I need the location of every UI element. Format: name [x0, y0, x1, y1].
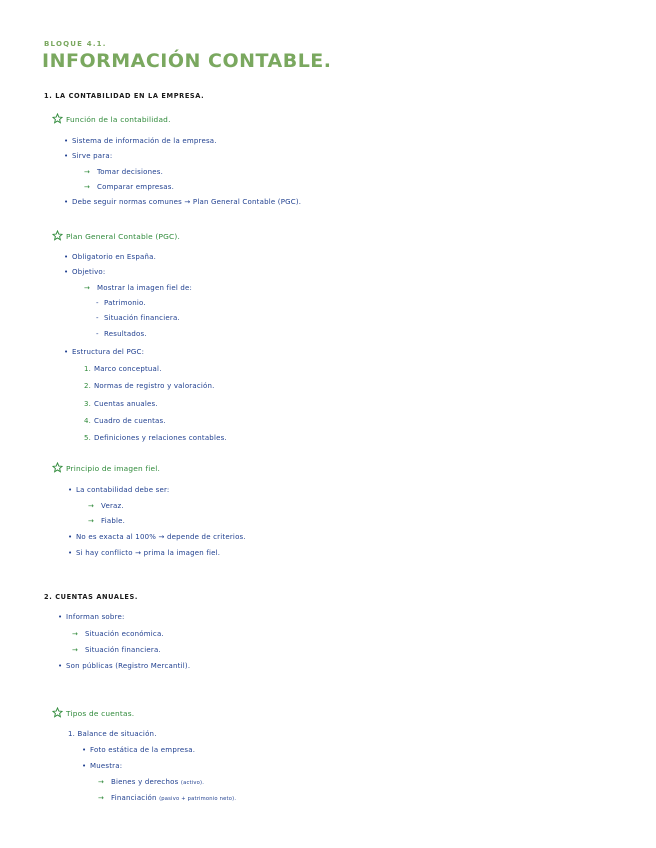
dash-item-text: Situación financiera. [104, 314, 180, 322]
list-item: • Objetivo: [64, 268, 106, 276]
list-item-text: No es exacta al 100% → depende de criterios. [76, 533, 246, 541]
arrow-item-text: Fiable. [101, 517, 126, 525]
arrow-icon: → [84, 168, 91, 176]
arrow-icon: → [72, 630, 79, 638]
item-number: 1. [84, 365, 92, 373]
subheading-pgc-text: Plan General Contable (PGC). [66, 232, 181, 241]
arrow-item-text: Veraz. [101, 502, 124, 510]
numbered-item-text: Normas de registro y valoración. [94, 382, 215, 390]
numbered-item [84, 434, 227, 442]
arrow-icon: → [84, 183, 91, 191]
numbered-item [84, 417, 166, 425]
list-item: • Obligatorio en España. [64, 253, 157, 261]
numbered-item [84, 382, 215, 390]
arrow-item [98, 794, 236, 802]
list-item: • Foto estática de la empresa. [82, 746, 196, 754]
arrow-item [72, 646, 161, 654]
arrow-item [84, 284, 192, 292]
section-heading-1: 1. LA CONTABILIDAD EN LA EMPRESA. [44, 92, 205, 100]
arrow-item-text: Financiación [111, 794, 157, 802]
item-number: 2. [84, 382, 92, 390]
subheading-tipos-text: Tipos de cuentas. [66, 709, 135, 718]
list-item-text: La contabilidad debe ser: [76, 486, 170, 494]
arrow-icon: → [88, 517, 95, 525]
arrow-icon: → [72, 646, 79, 654]
list-item: • Sirve para: [64, 152, 113, 160]
dash-item: - Patrimonio. [96, 299, 146, 307]
dash-item: - Resultados. [96, 330, 147, 338]
list-item-text: Informan sobre: [66, 613, 125, 621]
item-number: 4. [84, 417, 92, 425]
list-item: • Informan sobre: [58, 613, 125, 621]
list-item: • Debe seguir normas comunes → Plan General Contable (PGC). [64, 198, 302, 206]
arrow-item-text: Comparar empresas. [97, 183, 175, 191]
list-item-text: Debe seguir normas comunes → Plan General Contable (PGC). [72, 198, 302, 206]
arrow-item [88, 517, 125, 525]
subheading-tipos [52, 707, 134, 718]
numbered-item-text: Cuentas anuales. [94, 400, 158, 408]
section-heading-2: 2. CUENTAS ANUALES. [44, 593, 138, 601]
subheading-pgc [52, 230, 180, 241]
subheading-funcion [52, 113, 171, 124]
arrow-item-text: Situación financiera. [85, 646, 161, 654]
list-item-text: Sirve para: [72, 152, 113, 160]
list-item: • Si hay conflicto → prima la imagen fiel. [68, 549, 221, 557]
arrow-item [84, 168, 163, 176]
page-title: INFORMACIÓN CONTABLE. [42, 50, 332, 72]
arrow-icon: → [84, 284, 91, 292]
arrow-item [88, 502, 124, 510]
list-item-text: Sistema de información de la empresa. [72, 137, 217, 145]
list-item: • La contabilidad debe ser: [68, 486, 170, 494]
subheading-principio-text: Principio de imagen fiel. [66, 464, 161, 473]
list-item: • Muestra: [82, 762, 123, 770]
list-item-text: Objetivo: [72, 268, 106, 276]
item-number: 3. [84, 400, 92, 408]
star-icon [52, 113, 63, 124]
arrow-item [98, 778, 204, 786]
numbered-item-text: Cuadro de cuentas. [94, 417, 166, 425]
dash-item-text: Patrimonio. [104, 299, 146, 307]
arrow-icon: → [98, 794, 105, 802]
list-item-text: Muestra: [90, 762, 123, 770]
list-item-text: Foto estática de la empresa. [90, 746, 196, 754]
arrow-item-note: (activo). [180, 780, 205, 786]
arrow-item-text: Mostrar la imagen fiel de: [97, 284, 193, 292]
arrow-item [84, 183, 174, 191]
numbered-item [84, 400, 158, 408]
list-item-text: Si hay conflicto → prima la imagen fiel. [76, 549, 221, 557]
arrow-item-note: (pasivo + patrimonio neto). [159, 796, 237, 802]
list-item: • No es exacta al 100% → depende de criterios. [68, 533, 246, 541]
numbered-item-text: Definiciones y relaciones contables. [94, 434, 227, 442]
arrow-item [72, 630, 164, 638]
arrow-item-text: Tomar decisiones. [97, 168, 164, 176]
star-icon [52, 462, 63, 473]
arrow-item-text: Situación económica. [85, 630, 164, 638]
arrow-icon: → [88, 502, 95, 510]
list-item: • Sistema de información de la empresa. [64, 137, 217, 145]
list-item-text: Son públicas (Registro Mercantil). [66, 662, 191, 670]
list-item-text: Obligatorio en España. [72, 253, 157, 261]
subheading-funcion-text: Función de la contabilidad. [66, 115, 171, 124]
item-number: 5. [84, 434, 92, 442]
list-item: • Estructura del PGC: [64, 348, 145, 356]
arrow-item-text: Bienes y derechos [111, 778, 179, 786]
arrow-icon: → [98, 778, 105, 786]
numbered-item-text: Marco conceptual. [94, 365, 162, 373]
list-item: • Son públicas (Registro Mercantil). [58, 662, 191, 670]
list-item-text: Estructura del PGC: [72, 348, 145, 356]
star-icon [52, 707, 63, 718]
numbered-item [84, 365, 162, 373]
subheading-principio [52, 462, 160, 473]
bloque-label: BLOQUE 4.1. [44, 40, 107, 48]
dash-item: - Situación financiera. [96, 314, 180, 322]
dash-item-text: Resultados. [104, 330, 147, 338]
numbered-heading: 1. Balance de situación. [68, 730, 157, 738]
star-icon [52, 230, 63, 241]
